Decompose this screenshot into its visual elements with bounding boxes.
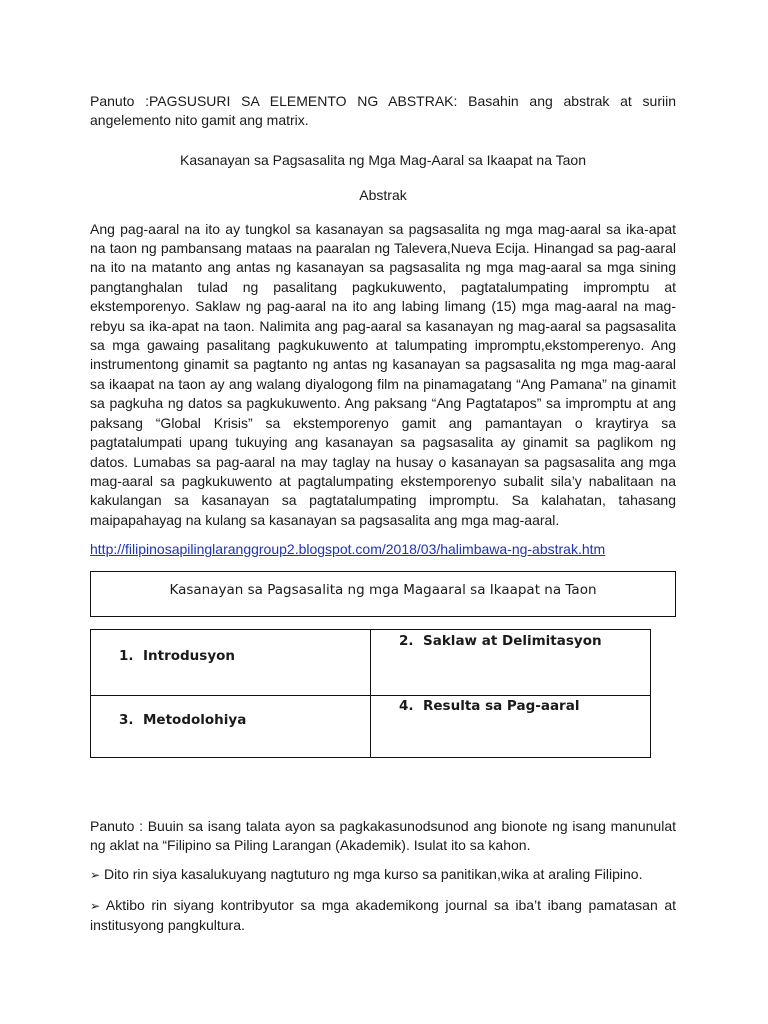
instruction-2-text: Panuto : Buuin sa isang talata ayon sa pagkakasunodsunod ang bionote ng isang manunulat ng aklat na “Filipino sa Piling Larangan (Akademik). Isulat ito sa kahon. — [90, 817, 676, 853]
bullet-item — [90, 865, 676, 885]
cell-label: Introdusyon — [143, 647, 236, 664]
cell-number: 4. — [399, 697, 414, 714]
instruction-text: Panuto :PAGSUSURI SA ELEMENTO NG ABSTRAK: Basahin ang abstrak at suriin angelemento nito gamit ang matrix. — [90, 93, 676, 129]
matrix-row — [91, 629, 651, 695]
cell-label: Saklaw at Delimitasyon — [423, 632, 602, 649]
matrix-cell-introdusyon[interactable] — [91, 629, 371, 695]
bullet-text: Aktibo rin siyang kontribyutor sa mga akademikong journal sa iba’t ibang pamatasan at institusyong pangkultura. — [90, 896, 677, 934]
analysis-matrix — [90, 629, 651, 758]
matrix-title: Kasanayan sa Pagsasalita ng mga Magaaral sa Ikaapat na Taon — [169, 581, 597, 598]
abstract-heading: Abstrak — [359, 187, 407, 204]
matrix-cell-resulta[interactable] — [371, 695, 651, 757]
matrix-row — [91, 695, 651, 757]
cell-number: 3. — [119, 711, 134, 728]
bullet-item — [90, 896, 676, 936]
cell-label: Resulta sa Pag-aaral — [423, 697, 580, 714]
matrix-cell-metodolohiya[interactable] — [91, 695, 371, 757]
document-page — [90, 92, 676, 946]
source-link[interactable]: http://filipinosapilinglaranggroup2.blogspot.com/2018/03/halimbawa-ng-abstrak.htm — [90, 541, 606, 558]
cell-number: 2. — [399, 632, 414, 649]
cell-number: 1. — [119, 647, 134, 664]
abstract-body: Ang pag-aaral na ito ay tungkol sa kasanayan sa pagsasalita ng mga mag-aaral sa ika-apat na taon ng pambansang mataas na paaralan ng Talevera,Nueva Ecija. Hinangad sa pag-aaral na ito na matanto ang antas ng kasanayan sa pagsasalita ng mga mag-aaral sa mga sining pangtanghalan tulad ng pasalitang pagkukuwento, pagtatalumpating impromptu at ekstemporenyo. Saklaw ng pag-aaral na ito ang labing limang (15) mga mag-aaral na mag-rebyu sa ika-apat na taon. Nalimita ang pag-aaral sa kasanayan ng mag-aaral sa pagsasalita sa mga gawaing pasalitang pagkukuwento at talumpating impromptu,ekstomperenyo. Ang instrumentong ginamit sa pagtanto ng antas ng kasanayan sa pagsasalita ng mga mag-aaral sa ikaapat na taon ay ang walang diyalogong film na pinamagatang “Ang Pamana” na ginamit sa pagkuha ng datos sa pagkukuwento. Ang paksang “Ang Pagtatapos” sa impromptu at ang paksang “Global Krisis” sa ekstemporenyo gamit ang pamantayan o kraytirya sa pagtatalumpati upang tukuying ang kasanayan sa pagsasalita ay ginamit sa paglikom ng datos. Lumabas sa pag-aaral na may taglay na husay o kasanayan sa pagsasalita ang mga mag-aaral sa pagkukuwento at pagtalumpating ekstemporenyo subalit sila’y nabalitaan na kakulangan sa kasanayan sa pagtatalumpating impromptu. Sa kalahatan, tahasang maipapahayag na kulang sa kasanayan sa pagsasalita ang mga mag-aaral. — [90, 220, 676, 528]
matrix-cell-saklaw[interactable] — [371, 629, 651, 695]
bullet-text: Dito rin siya kasalukuyang nagtuturo ng mga kurso sa panitikan,wika at araling Filipino. — [103, 866, 643, 883]
arrow-bullet-icon: ➢ — [90, 898, 101, 913]
arrow-bullet-icon: ➢ — [90, 868, 101, 883]
document-title: Kasanayan sa Pagsasalita ng Mga Mag-Aaral sa Ikaapat na Taon — [180, 151, 586, 168]
matrix-title-box — [90, 571, 676, 617]
cell-label: Metodolohiya — [143, 711, 247, 728]
